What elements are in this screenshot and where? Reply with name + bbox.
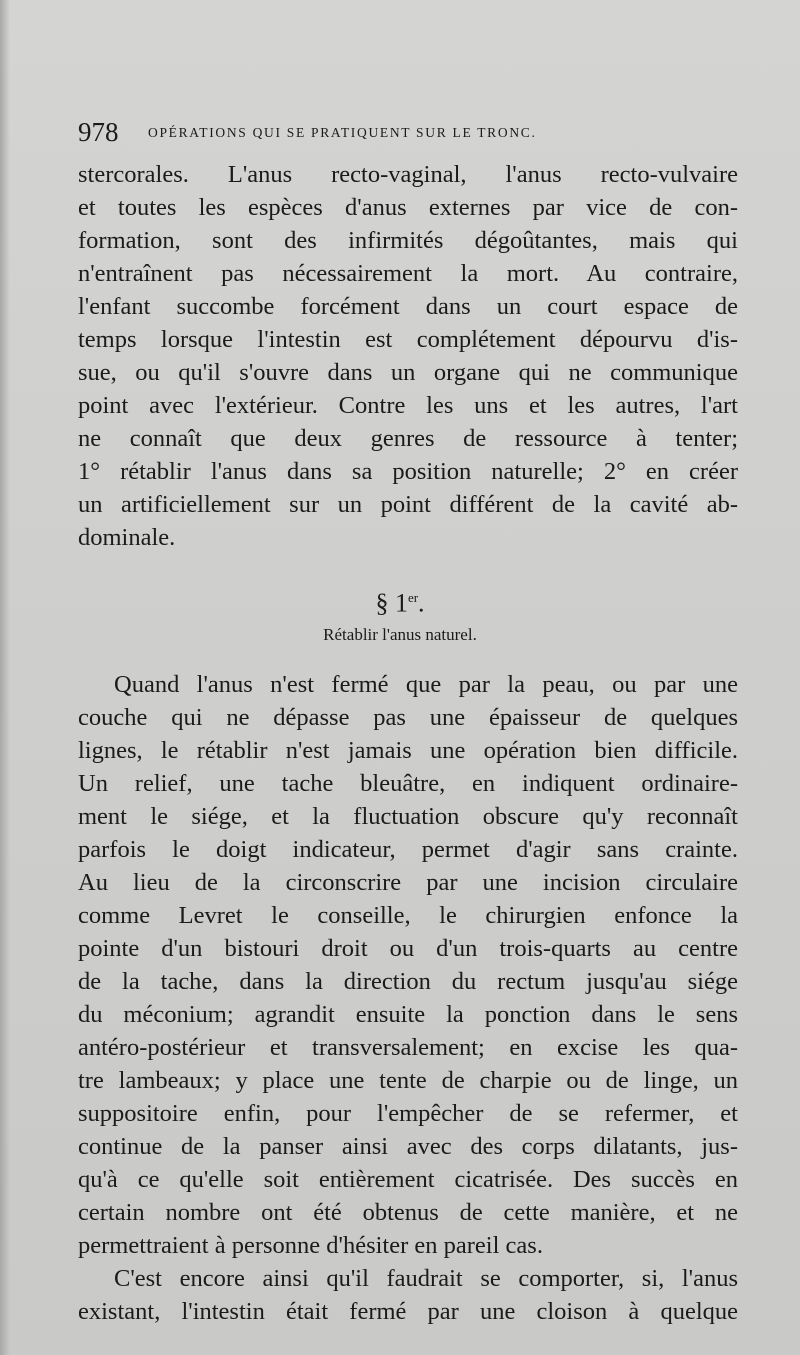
page-edge-shadow: [0, 0, 10, 1355]
text-line: continue de la panser ainsi avec des corps dilatants, jus-: [78, 1133, 738, 1160]
text-line: parfois le doigt indicateur, permet d'agir sans crainte.: [78, 836, 738, 863]
text-line: stercorales. L'anus recto-vaginal, l'anus recto-vulvaire: [78, 161, 738, 188]
text-line: Un relief, une tache bleuâtre, en indiquent ordinaire-: [78, 770, 738, 797]
text-line: suppositoire enfin, pour l'empêcher de se refermer, et: [78, 1100, 738, 1127]
text-line: l'enfant succombe forcément dans un court espace de: [78, 293, 738, 320]
section-heading: [0, 580, 800, 622]
text-line: n'entraînent pas nécessairement la mort. Au contraire,: [78, 260, 738, 287]
section-mark: § 1: [375, 588, 408, 618]
text-line: permettraient à personne d'hésiter en pareil cas.: [78, 1232, 543, 1259]
text-line: existant, l'intestin était fermé par une cloison à quelque: [78, 1298, 738, 1325]
text-line: temps lorsque l'intestin est complétement dépourvu d'is-: [78, 326, 738, 353]
text-line: de la tache, dans la direction du rectum jusqu'au siége: [78, 968, 738, 995]
running-head: [78, 114, 758, 150]
text-line: et toutes les espèces d'anus externes par vice de con-: [78, 194, 738, 221]
text-line: couche qui ne dépasse pas une épaisseur de quelques: [78, 704, 738, 731]
page-number: 978: [78, 117, 119, 147]
text-line: ment le siége, et la fluctuation obscure qu'y reconnaît: [78, 803, 738, 830]
text-line: tre lambeaux; y place une tente de charpie ou de linge, un: [78, 1067, 738, 1094]
text-line: comme Levret le conseille, le chirurgien enfonce la: [78, 902, 738, 929]
paragraph-2: [78, 668, 738, 1262]
text-line: C'est encore ainsi qu'il faudrait se comporter, si, l'anus: [114, 1265, 738, 1292]
text-line: Au lieu de la circonscrire par une incision circulaire: [78, 869, 738, 896]
text-line: dominale.: [78, 524, 176, 551]
text-line: un artificiellement sur un point différent de la cavité ab-: [78, 491, 738, 518]
text-line: pointe d'un bistouri droit ou d'un trois-quarts au centre: [78, 935, 738, 962]
section-mark-superscript: er: [407, 590, 419, 605]
text-line: antéro-postérieur et transversalement; en excise les qua-: [78, 1034, 738, 1061]
text-line: ne connaît que deux genres de ressource à tenter;: [78, 425, 738, 452]
section-mark-period: .: [418, 588, 425, 618]
running-title: OPÉRATIONS QUI SE PRATIQUENT SUR LE TRONC.: [148, 125, 537, 140]
text-line: du méconium; agrandit ensuite la ponction dans le sens: [78, 1001, 738, 1028]
text-line: point avec l'extérieur. Contre les uns et les autres, l'art: [78, 392, 738, 419]
text-line: formation, sont des infirmités dégoûtantes, mais qui: [78, 227, 738, 254]
text-line: sue, ou qu'il s'ouvre dans un organe qui ne communique: [78, 359, 738, 386]
section-subtitle: Rétablir l'anus naturel.: [323, 625, 477, 644]
text-line: 1° rétablir l'anus dans sa position naturelle; 2° en créer: [78, 458, 738, 485]
paragraph-1: [78, 158, 738, 554]
text-line: Quand l'anus n'est fermé que par la peau, ou par une: [114, 671, 738, 698]
text-line: certain nombre ont été obtenus de cette manière, et ne: [78, 1199, 738, 1226]
text-line: qu'à ce qu'elle soit entièrement cicatrisée. Des succès en: [78, 1166, 738, 1193]
paragraph-3: [78, 1262, 738, 1328]
text-line: lignes, le rétablir n'est jamais une opération bien difficile.: [78, 737, 738, 764]
